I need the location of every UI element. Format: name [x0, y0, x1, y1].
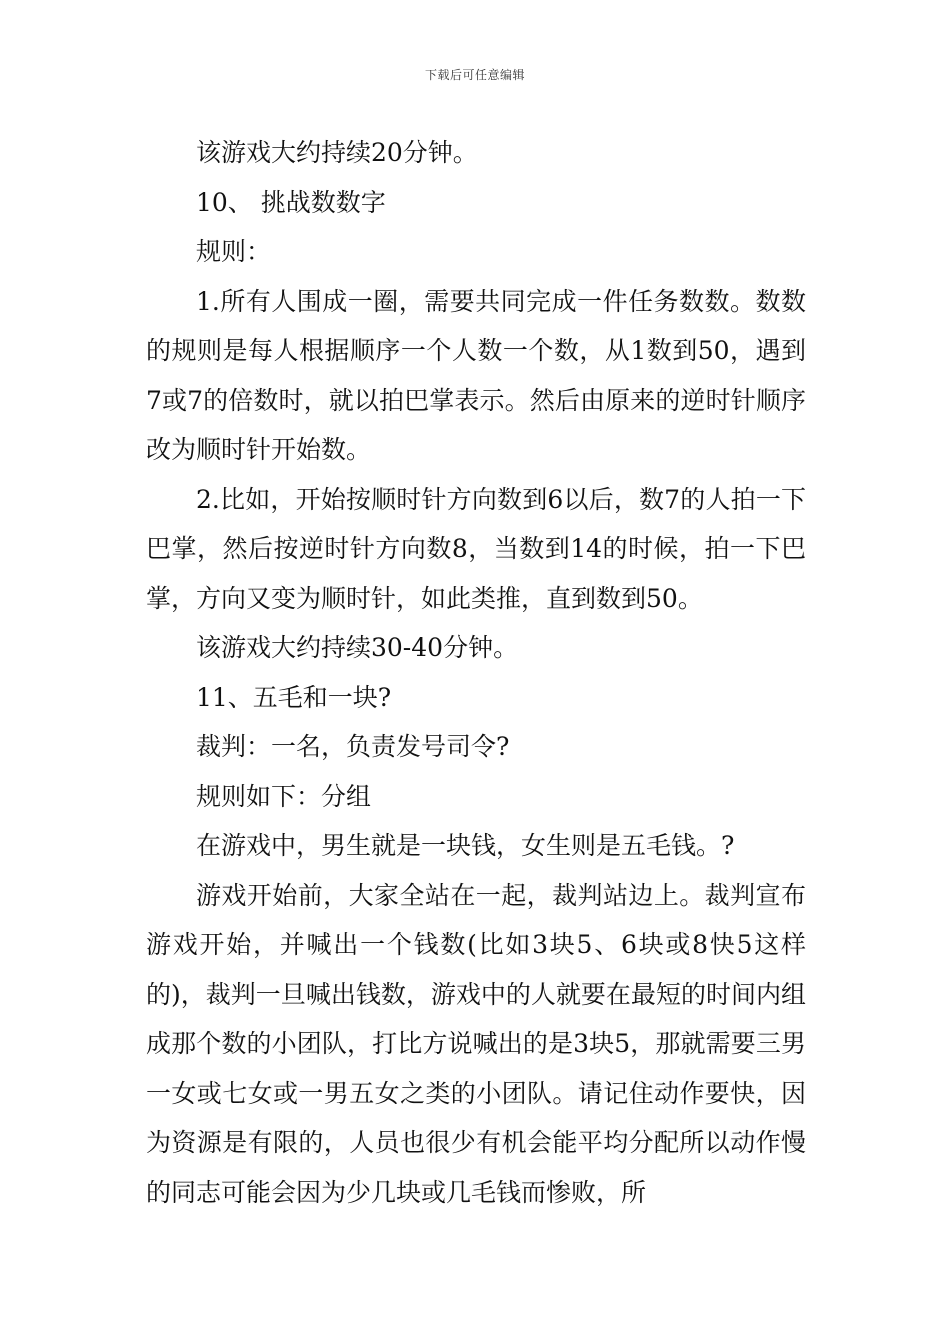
money-roles-line: 在游戏中，男生就是一块钱，女生则是五毛钱。? [196, 831, 735, 860]
referee-line: 裁判：一名，负责发号司令? [196, 732, 510, 761]
rule-1-paragraph: 1.所有人围成一圈，需要共同完成一件任务数数。数数的规则是每人根据顺序一个人数一个数，从1数到50，遇到7或7的倍数时，就以拍巴掌表示。然后由原来的逆时针顺序改为顺时针开始数。 [146, 286, 806, 464]
page-header: 下载后可任意编辑 [424, 68, 525, 82]
game-description-paragraph: 游戏开始前，大家全站在一起，裁判站边上。裁判宣布游戏开始，并喊出一个钱数(比如3块5、6块或8快5这样的)，裁判一旦喊出钱数，游戏中的人就要在最短的时间内组成那个数的小团队，打比方说喊出的是3块5，那就需要三男一女或七女或一男五女之类的小团队。请记住动作要快，因为资源是有限的，人员也很少有机会能平均分配所以动作慢的同志可能会因为少几块或几毛钱而惨败，所 [146, 880, 806, 1207]
paragraph-duration-20: 该游戏大约持续20分钟。 [196, 138, 478, 167]
rules-grouping-line: 规则如下：分组 [196, 781, 372, 811]
paragraph-duration-30-40: 该游戏大约持续30-40分钟。 [196, 633, 519, 662]
rules-label: 规则： [196, 237, 272, 266]
heading-wumao-yikuai: 11、五毛和一块? [196, 682, 392, 712]
document-body [146, 128, 806, 1217]
rule-2-paragraph: 2.比如，开始按顺时针方向数到6以后，数7的人拍一下巴掌，然后按逆时针方向数8，当数到14的时候，拍一下巴掌，方向又变为顺时针，如此类推，直到数到50。 [146, 484, 806, 613]
heading-challenge-counting: 10、 挑战数数字 [196, 187, 386, 217]
